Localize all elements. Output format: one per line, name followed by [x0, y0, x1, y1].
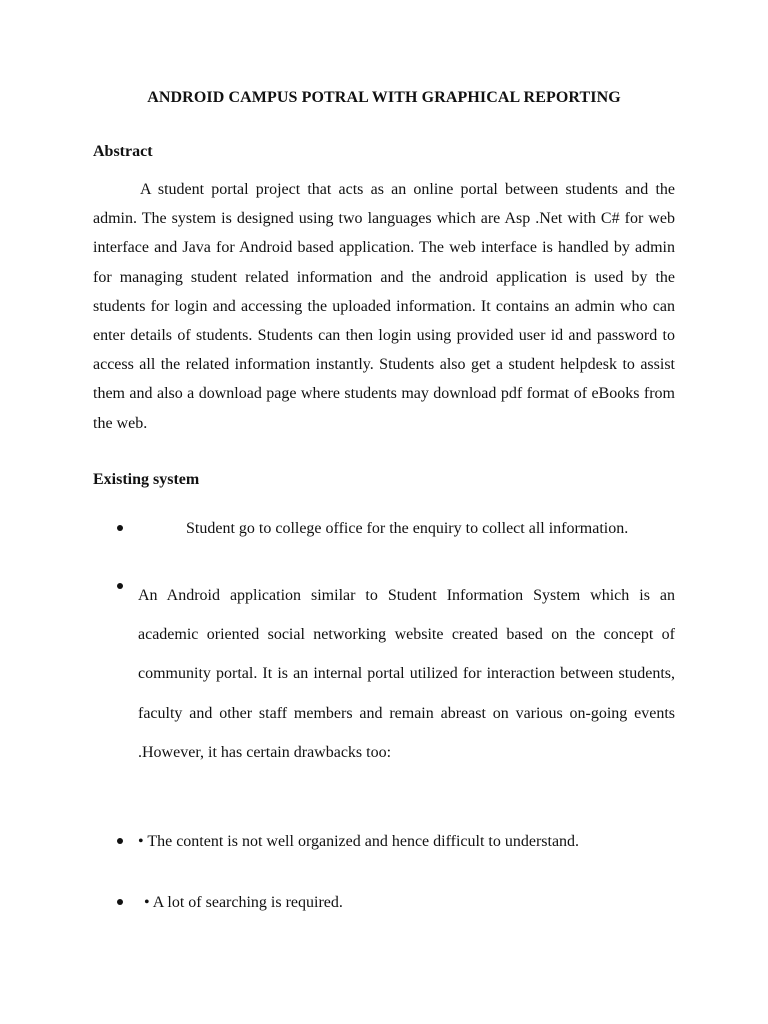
bullet-icon: [117, 899, 123, 905]
list-item-text: • A lot of searching is required.: [144, 894, 343, 911]
existing-system-heading: Existing system: [93, 471, 200, 488]
bullet-icon: [117, 838, 123, 844]
bullet-icon: [117, 583, 123, 589]
list-item-text: • The content is not well organized and hence difficult to understand.: [138, 833, 580, 850]
abstract-heading: Abstract: [93, 143, 153, 160]
document-title: ANDROID CAMPUS POTRAL WITH GRAPHICAL REPORTING: [147, 89, 621, 106]
list-item-text: Student go to college office for the enquiry to collect all information.: [186, 520, 629, 537]
bullet-icon: [117, 525, 123, 531]
list-item-text: An Android application similar to Student Information System which is an academic oriented social networking website created based on the concept of community portal. It is an internal portal utilized for interaction between students, faculty and other staff members and remain abreast on various on-going events .However, it has certain drawbacks too:: [138, 587, 675, 761]
abstract-paragraph: A student portal project that acts as an online portal between students and the admin. The system is designed using two languages which are Asp .Net with C# for web interface and Java for Android based application. The web interface is handled by admin for managing student related information and the android application is used by the students for login and accessing the uploaded information. It contains an admin who can enter details of students. Students can then login using provided user id and password to access all the related information instantly. Students also get a student helpdesk to assist them and also a download page where students may download pdf format of eBooks from the web.: [93, 181, 675, 432]
